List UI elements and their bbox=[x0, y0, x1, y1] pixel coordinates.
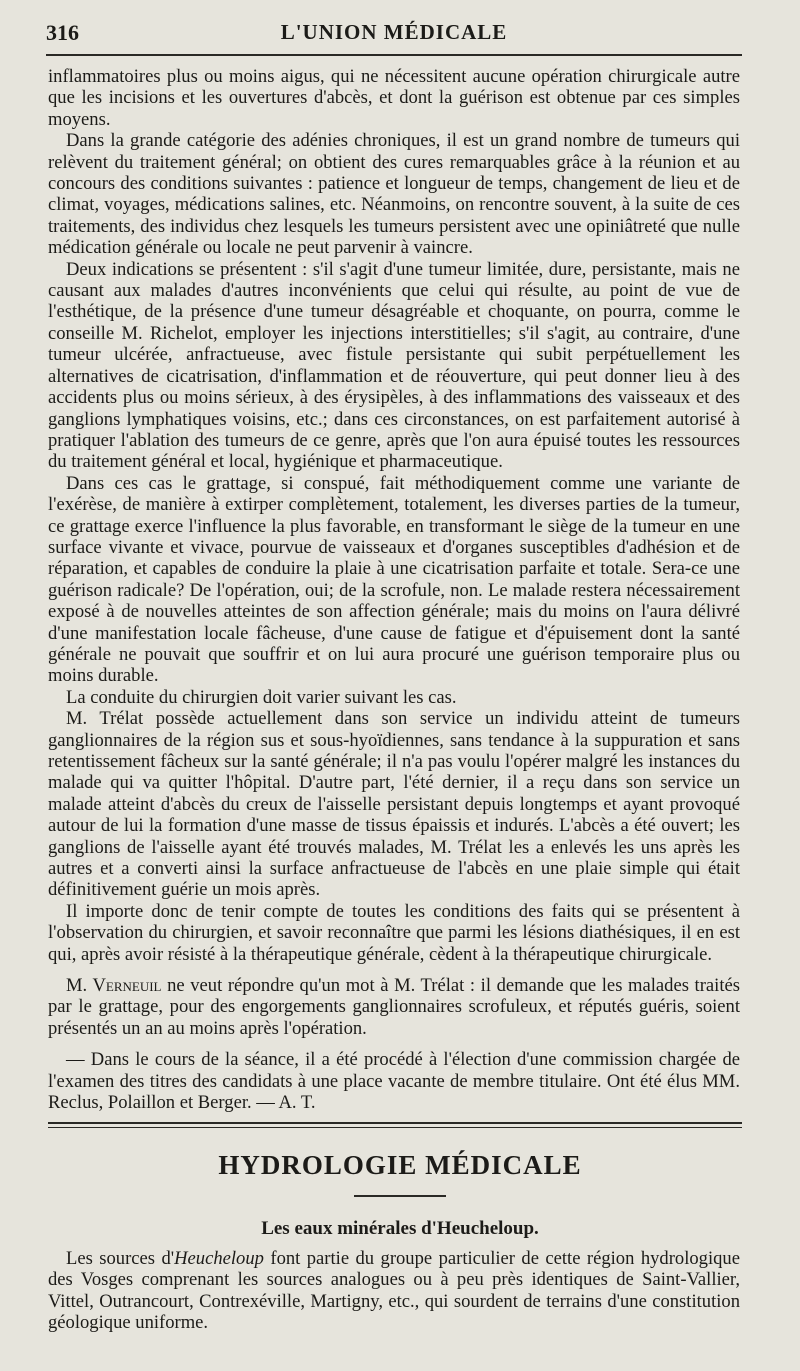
article-text bbox=[48, 66, 740, 1114]
paragraph-5: La conduite du chirurgien doit varier suivant les cas. bbox=[66, 686, 457, 708]
hydrology-paragraph-1 bbox=[48, 1248, 740, 1334]
paragraph-2: Dans la grande catégorie des adénies chroniques, il est un grand nombre de tumeurs qui relèvent du traitement général; on obtient des cures remarquables grâce à la réunion et au concours des conditions suivantes : patience et longueur de temps, changement de lieu et de climat, voyages, médications salines, etc. Néanmoins, on rencontre souvent, à la suite de ces traitements, des individus chez lesquels les tumeurs persistent avec une opiniâtreté que nulle médication générale ou locale ne peut parvenir à vaincre. bbox=[48, 130, 740, 259]
title-rule bbox=[354, 1195, 446, 1197]
section-title: HYDROLOGIE MÉDICALE bbox=[218, 1150, 582, 1180]
paragraph-6: M. Trélat possède actuellement dans son service un individu atteint de tumeurs ganglionnaires de la région sus et sous-hyoïdiennes, sans tendance à la suppuration et sans retentissement fâcheux sur la santé générale; il n'a pas voulu l'opérer malgré les instances du malade qui va quitter l'hôpital. D'autre part, l'été dernier, il a reçu dans son service un malade atteint d'abcès du creux de l'aisselle persistant depuis longtemps et ayant provoqué autour de lui la formation d'une masse de tissus épaissis et indurés. L'abcès a été ouvert; les ganglions de l'aisselle ayant été trouvés malades, M. Trélat les a enlevés les uns après les autres et a converti ainsi la surface anfractueuse de l'abcès en une plaie simple qui était définitivement guérie un mois après. bbox=[48, 708, 740, 901]
hydrology-paragraph-rest: font partie du groupe particulier de cette région hydrologique des Vosges comprenant les sources analogues ou à peu près identiques de Saint-Vallier, Vittel, Outrancourt, Contrexéville, Martigny, etc., qui sourdent de terrains d'une constitution géologique uniforme. bbox=[48, 1248, 740, 1334]
speaker-name: M. Verneuil bbox=[66, 975, 162, 997]
section-separator bbox=[48, 1122, 742, 1128]
paragraph-9: — Dans le cours de la séance, il a été procédé à l'élection d'une commission chargée de l'examen des titres des candidats à une place vacante de membre titulaire. Ont été élus MM. Reclus, Polaillon et Berger. — A. T. bbox=[48, 1049, 740, 1114]
running-title: L'UNION MÉDICALE bbox=[280, 20, 508, 44]
hydrology-paragraph-start: Les sources d' bbox=[66, 1248, 175, 1269]
paragraph-8-text: ne veut répondre qu'un mot à M. Trélat : il demande que les malades traités par le grattage, pour des engorgements ganglionnaires scrofuleux, et réputés guéris, soient présentés un an au moins après l'opération. bbox=[48, 975, 740, 1039]
paragraph-1: inflammatoires plus ou moins aigus, qui ne nécessitent aucune opération chirurgicale autre que les incisions et les ouvertures d'abcès, et dont la guérison est obtenue par ces simples moyens. bbox=[48, 66, 740, 130]
page-header bbox=[46, 20, 742, 50]
paragraph-7: Il importe donc de tenir compte de toutes les conditions des faits qui se présentent à l'observation du chirurgien, et savoir reconnaître que parmi les lésions diathésiques, il en est qui, après avoir résisté à la thérapeutique générale, cèdent à la thérapeutique chirurgicale. bbox=[48, 900, 740, 965]
header-rule bbox=[46, 54, 742, 56]
article-title: Les eaux minérales d'Heucheloup. bbox=[261, 1218, 539, 1239]
paragraph-4: Dans ces cas le grattage, si conspué, fait méthodiquement comme une variante de l'exérèse, de manière à extirper complètement, totalement, les diverses parties de la tumeur, ce grattage exerce l'influence la plus favorable, en transformant le siège de la tumeur en une surface vivante et vivace, pourvue de vaisseaux et d'organes susceptibles d'adhésion et de réparation, et capables de conduire la plaie à une cicatrisation parfaite et totale. Sera-ce une guérison radicale? De l'opération, oui; de la scrofule, non. Le malade restera nécessairement exposé à de nouvelles atteintes de son affection générale; mais du moins on l'aura délivré d'une manifestation locale fâcheuse, d'une cause de fatigue et d'épuisement dont la santé générale ne pouvait que souffrir et on lui aura procuré une guérison temporaire plus ou moins durable. bbox=[48, 472, 740, 687]
page-number: 316 bbox=[46, 20, 79, 45]
paragraph-8 bbox=[48, 975, 740, 1039]
hydrology-article-text bbox=[48, 1248, 740, 1334]
paragraph-3: Deux indications se présentent : s'il s'agit d'une tumeur limitée, dure, persistante, mais ne causant aux malades d'autres inconvénients que celui qui résulte, au point de vue de l'esthétique, de la présence d'une tumeur désagréable et choquante, on pourra, comme le conseille M. Richelot, employer les injections interstitielles; s'il s'agit, au contraire, d'une tumeur ulcérée, anfractueuse, avec fistule persistante qui subit perpétuellement les alternatives de cicatrisation, d'inflammation et de réouverture, qui peut donner lieu à des accidents plus ou moins sérieux, à des érysipèles, à des inflammations des vaisseaux et des ganglions lymphatiques voisins, etc.; dans ces circonstances, on est parfaitement autorisé à pratiquer l'ablation des tumeurs de ce genre, après que l'on aura épuisé toutes les ressources du traitement général et local, hygiénique et pharmaceutique. bbox=[48, 258, 740, 473]
place-name: Heucheloup bbox=[174, 1248, 264, 1269]
